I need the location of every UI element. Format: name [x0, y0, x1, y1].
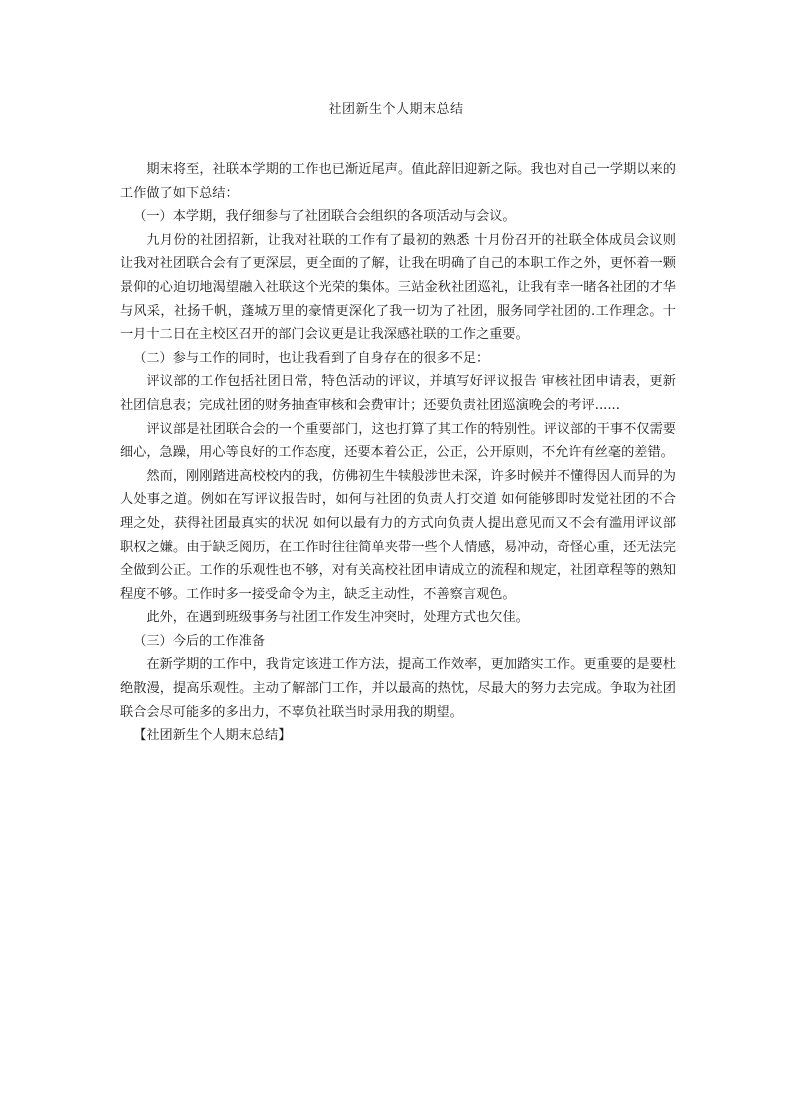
- document-body: [120, 158, 676, 748]
- paragraph-shortcomings: 然而，刚刚踏进高校校内的我，仿佛初生牛犊般涉世未深，许多时候并不懂得因人而异的为人处事之道。例如在写评议报告时，如何与社团的负责人打交道 如何能够即时发觉社团的不合理之处，获得社团最真实的状况 如何以最有力的方式向负责人提出意见而又不会有滥用评议部职权之嫌。由于缺乏阅历，在工作时往往简单夹带一些个人情感，易冲动，奇怪心重，还无法完全做到公正。工作的乐观性也不够，对有关高校社团申请成立的流程和规定，社团章程等的熟知程度不够。工作时多一接受命令为主，缺乏主动性，不善察言观色。: [120, 468, 676, 602]
- paragraph-future-plans: 在新学期的工作中，我肯定该进工作方法，提高工作效率，更加踏实工作。更重要的是要杜绝散漫，提高乐观性。主动了解部门工作，并以最高的热忱，尽最大的努力去完成。争取为社团联合会尽可能多的多出力，不辜负社联当时录用我的期望。: [120, 657, 676, 720]
- paragraph-activities: 九月份的社团招新，让我对社联的工作有了最初的熟悉 十月份召开的社联全体成员会议则让我对社团联合会有了更深层，更全面的了解，让我在明确了自己的本职工作之外，更怀着一颗景仰的心迫切地渴望融入社联这个光荣的集体。三站金秋社团巡礼，让我有幸一睹各社团的才华与风采，社扬千帆，蓬城万里的豪情更深化了我一切为了社团，服务同学社团的.工作理念。十一月十二日在主校区召开的部门会议更是让我深感社联的工作之重要。: [120, 232, 676, 343]
- section-heading-1: （一）本学期，我仔细参与了社团联合会组织的各项活动与会议。: [133, 209, 516, 225]
- section-heading-2: （二）参与工作的同时，也让我看到了自身存在的很多不足：: [133, 350, 490, 366]
- paragraph-conflicts: 此外，在遇到班级事务与社团工作发生冲突时，处理方式也欠佳。: [146, 610, 529, 626]
- document-title: 社团新生个人期末总结: [328, 102, 464, 117]
- paragraph-review-department: 评议部是社团联合会的一个重要部门，这也打算了其工作的特别性。评议部的干事不仅需要细心，急躁，用心等良好的工作态度，还要本着公正，公正，公开原则，不允许有丝毫的差错。: [120, 421, 676, 461]
- document-footer-title: 【社团新生个人期末总结】: [133, 728, 292, 744]
- paragraph-intro: 期末将至，社联本学期的工作也已渐近尾声。值此辞旧迎新之际。我也对自己一学期以来的工作做了如下总结：: [120, 162, 676, 201]
- paragraph-review-duties: 评议部的工作包括社团日常，特色活动的评议，并填写好评议报告 审核社团申请表，更新社团信息表；完成社团的财务抽查审核和会费审计；还要负责社团巡演晚会的考评......: [120, 374, 676, 413]
- section-heading-3: （三）今后的工作准备: [133, 633, 266, 649]
